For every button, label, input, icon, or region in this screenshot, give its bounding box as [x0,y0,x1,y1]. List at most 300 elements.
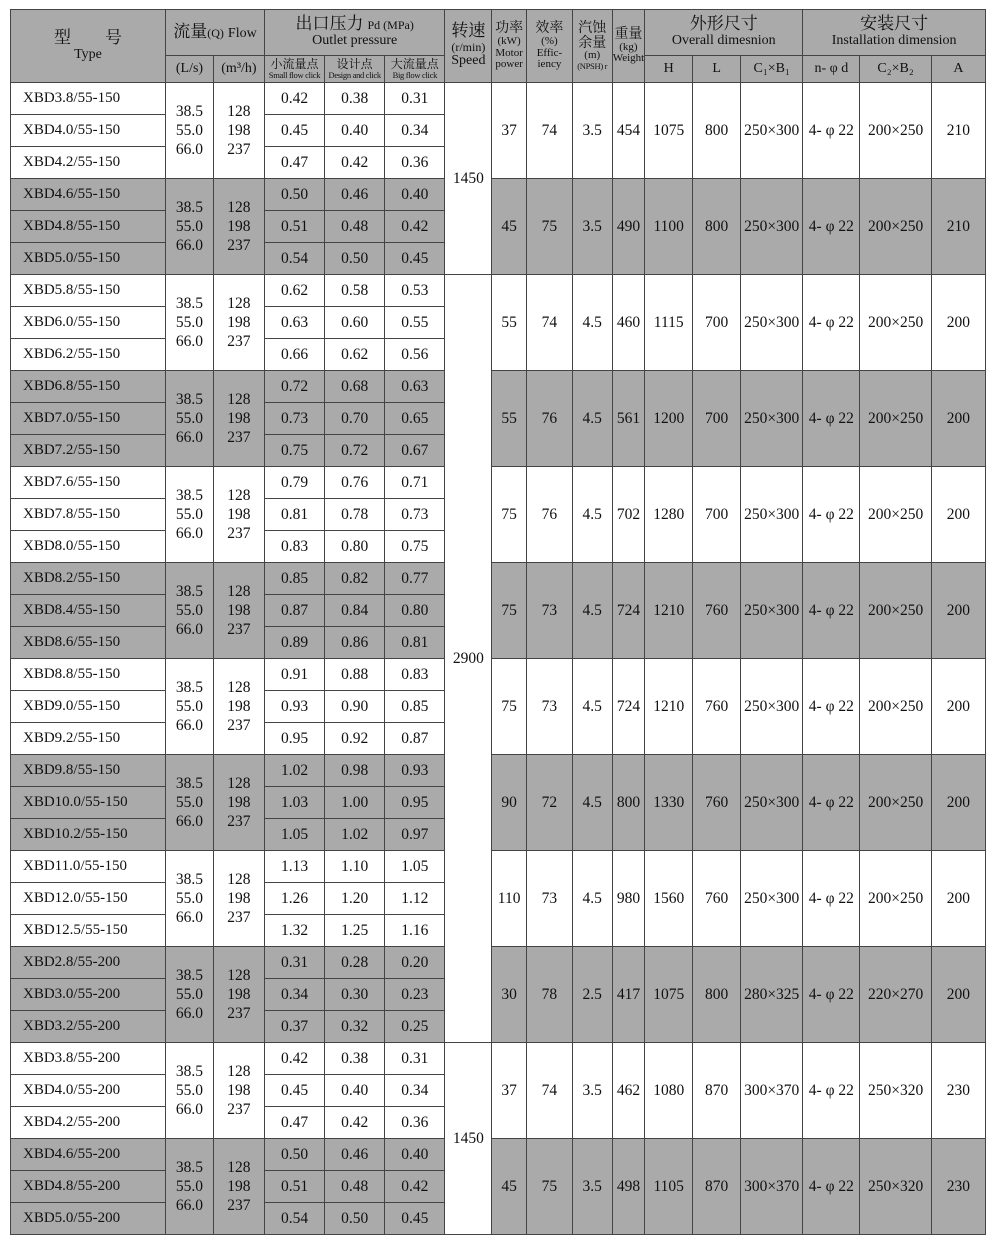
design-point-pressure: 0.46 [325,1139,385,1171]
flow-m3h-value: 198 [227,218,251,235]
small-flow-pressure: 0.66 [264,339,324,371]
weight-cell: 454 [612,83,645,179]
dim-nphid-cell: 4- φ 22 [803,179,860,275]
dim-a-cell: 200 [931,467,985,563]
weight-cell: 498 [612,1139,645,1235]
flow-ls-cell [166,755,214,851]
dim-h-cell: 1210 [645,563,693,659]
dim-h-cell: 1330 [645,755,693,851]
model-cell: XBD8.2/55-150 [11,563,166,595]
big-flow-pressure: 0.93 [385,755,445,787]
flow-ls-value: 66.0 [175,141,204,158]
design-point-pressure: 0.88 [325,659,385,691]
dim-nphid-cell: 4- φ 22 [803,83,860,179]
big-flow-pressure: 1.12 [385,883,445,915]
dim-nphid-cell: 4- φ 22 [803,851,860,947]
power-header-en2: power [495,58,523,71]
motor-power-cell: 37 [492,1043,527,1139]
flow-m3h-value: 237 [227,621,251,638]
install-dimension-en: Installation dimension [831,33,957,49]
npsh-header-zh1: 汽蚀 [578,20,607,37]
model-cell: XBD4.2/55-150 [11,147,166,179]
speed-cell: 1450 [445,83,492,275]
flow-ls-value: 55.0 [175,698,204,715]
flow-header [166,10,265,56]
dim-c2b2-cell: 200×250 [860,851,931,947]
model-cell: XBD4.8/55-150 [11,211,166,243]
dim-nphid-cell: 4- φ 22 [803,563,860,659]
flow-ls-value: 38.5 [175,103,204,120]
table-row [11,179,986,211]
small-flow-pressure: 1.02 [264,755,324,787]
table-row [11,1043,986,1075]
model-cell: XBD6.0/55-150 [11,307,166,339]
table-row [11,659,986,691]
flow-ls-value: 55.0 [175,314,204,331]
design-point-pressure: 0.68 [325,371,385,403]
small-flow-pressure: 0.54 [264,243,324,275]
weight-cell: 490 [612,179,645,275]
dim-a-cell: 230 [931,1043,985,1139]
big-flow-pressure: 0.81 [385,627,445,659]
small-flow-pressure: 0.54 [264,1203,324,1235]
speed-header-zh: 转速 [451,21,486,42]
npsh-cell: 3.5 [572,83,612,179]
flow-ls-value: 55.0 [175,794,204,811]
table-body [11,83,986,1235]
big-flow-header [385,56,445,83]
flow-m3h-value: 198 [227,506,251,523]
efficiency-header-en2: iency [537,58,562,71]
weight-header-unit: (kg) [619,40,638,53]
model-cell: XBD9.2/55-150 [11,723,166,755]
npsh-header-zh2: 余量 [578,34,607,51]
flow-m3h-value: 128 [227,583,251,600]
efficiency-cell: 74 [526,83,572,179]
design-point-pressure: 0.30 [325,979,385,1011]
small-flow-zh: 小流量点 [270,57,319,72]
motor-power-cell: 55 [492,371,527,467]
small-flow-pressure: 0.37 [264,1011,324,1043]
big-flow-pressure: 0.71 [385,467,445,499]
flow-m3h-value: 237 [227,237,251,254]
dim-a-cell: 200 [931,947,985,1043]
flow-ls-value: 66.0 [175,525,204,542]
col-nphid-header: n- φ d [803,56,860,83]
col-c1b1-header: C₁×B₁ [741,56,803,83]
big-flow-pressure: 1.16 [385,915,445,947]
dim-h-cell: 1115 [645,275,693,371]
small-flow-pressure: 0.45 [264,115,324,147]
efficiency-header-zh: 效率 [535,20,564,37]
flow-m3h-value: 198 [227,122,251,139]
dim-a-cell: 200 [931,275,985,371]
weight-cell: 460 [612,275,645,371]
big-flow-pressure: 0.80 [385,595,445,627]
flow-m3h-cell [213,659,264,755]
dim-l-cell: 870 [693,1139,741,1235]
flow-m3h-value: 128 [227,679,251,696]
model-cell: XBD4.6/55-150 [11,179,166,211]
dim-nphid-cell: 4- φ 22 [803,371,860,467]
model-cell: XBD3.0/55-200 [11,979,166,1011]
design-point-pressure: 0.92 [325,723,385,755]
speed-header-en: Speed [451,52,486,68]
flow-m3h-value: 237 [227,429,251,446]
flow-ls-value: 38.5 [175,199,204,216]
design-point-pressure: 0.60 [325,307,385,339]
flow-header-en: Flow [227,25,257,41]
flow-m3h-value: 128 [227,775,251,792]
big-flow-pressure: 0.67 [385,435,445,467]
small-flow-pressure: 0.47 [264,1107,324,1139]
power-header-zh: 功率 [495,20,524,37]
dim-l-cell: 700 [693,371,741,467]
big-flow-pressure: 0.55 [385,307,445,339]
table-row [11,371,986,403]
pressure-header-en: Outlet pressure [312,33,398,49]
design-point-pressure: 1.10 [325,851,385,883]
table-row [11,467,986,499]
design-point-header [325,56,385,83]
dim-h-cell: 1280 [645,467,693,563]
big-flow-pressure: 0.95 [385,787,445,819]
model-cell: XBD2.8/55-200 [11,947,166,979]
dim-l-cell: 870 [693,1043,741,1139]
flow-header-q: (Q) [207,25,224,40]
model-cell: XBD4.0/55-200 [11,1075,166,1107]
motor-power-cell: 75 [492,659,527,755]
design-point-pressure: 0.42 [325,1107,385,1139]
flow-ls-value: 55.0 [175,986,204,1003]
weight-cell: 561 [612,371,645,467]
flow-m3h-value: 237 [227,333,251,350]
design-point-pressure: 0.98 [325,755,385,787]
npsh-cell: 2.5 [572,947,612,1043]
overall-dimension-zh: 外形尺寸 [689,14,758,35]
flow-unit-ls: (L/s) [166,56,214,83]
design-point-pressure: 0.46 [325,179,385,211]
flow-m3h-value: 198 [227,986,251,1003]
efficiency-cell: 75 [526,179,572,275]
dim-nphid-cell: 4- φ 22 [803,659,860,755]
small-flow-pressure: 1.32 [264,915,324,947]
model-cell: XBD3.8/55-200 [11,1043,166,1075]
design-point-pressure: 1.25 [325,915,385,947]
dim-c1b1-cell: 250×300 [741,755,803,851]
big-flow-pressure: 0.65 [385,403,445,435]
small-flow-pressure: 0.42 [264,83,324,115]
dim-l-cell: 800 [693,179,741,275]
flow-ls-value: 38.5 [175,1159,204,1176]
flow-ls-value: 66.0 [175,1101,204,1118]
speed-header-unit: (r/min) [451,40,486,55]
design-point-pressure: 0.40 [325,1075,385,1107]
flow-ls-cell [166,275,214,371]
small-flow-pressure: 0.89 [264,627,324,659]
big-flow-pressure: 0.40 [385,179,445,211]
npsh-cell: 4.5 [572,851,612,947]
flow-ls-value: 55.0 [175,890,204,907]
motor-power-cell: 45 [492,179,527,275]
small-flow-pressure: 0.50 [264,179,324,211]
design-point-pressure: 0.72 [325,435,385,467]
flow-ls-cell [166,563,214,659]
flow-ls-value: 38.5 [175,583,204,600]
flow-ls-value: 55.0 [175,122,204,139]
design-point-pressure: 1.20 [325,883,385,915]
dim-c1b1-cell: 250×300 [741,467,803,563]
npsh-cell: 3.5 [572,1139,612,1235]
dim-a-cell: 200 [931,371,985,467]
design-point-pressure: 0.50 [325,243,385,275]
flow-ls-value: 66.0 [175,621,204,638]
flow-m3h-value: 198 [227,410,251,427]
efficiency-header-en1: Effic- [536,46,563,59]
dim-h-cell: 1075 [645,947,693,1043]
dim-l-cell: 700 [693,467,741,563]
flow-ls-value: 38.5 [175,391,204,408]
npsh-cell: 4.5 [572,563,612,659]
big-flow-pressure: 0.85 [385,691,445,723]
efficiency-cell: 76 [526,467,572,563]
flow-ls-cell [166,83,214,179]
efficiency-cell: 75 [526,1139,572,1235]
dim-c2b2-cell: 200×250 [860,467,931,563]
big-flow-pressure: 0.34 [385,1075,445,1107]
small-flow-pressure: 0.79 [264,467,324,499]
model-cell: XBD5.8/55-150 [11,275,166,307]
flow-m3h-cell [213,755,264,851]
dim-a-cell: 210 [931,83,985,179]
efficiency-cell: 72 [526,755,572,851]
npsh-cell: 4.5 [572,659,612,755]
dim-a-cell: 230 [931,1139,985,1235]
big-flow-pressure: 0.20 [385,947,445,979]
model-cell: XBD8.8/55-150 [11,659,166,691]
motor-power-cell: 37 [492,83,527,179]
design-point-pressure: 0.80 [325,531,385,563]
flow-ls-value: 55.0 [175,410,204,427]
flow-ls-value: 38.5 [175,871,204,888]
flow-header-zh: 流量 [173,21,208,42]
dim-c2b2-cell: 200×250 [860,275,931,371]
flow-ls-value: 55.0 [175,1178,204,1195]
motor-power-cell: 75 [492,563,527,659]
flow-m3h-cell [213,1139,264,1235]
dim-nphid-cell: 4- φ 22 [803,1139,860,1235]
dim-c1b1-cell: 250×300 [741,83,803,179]
big-flow-pressure: 0.23 [385,979,445,1011]
small-flow-en: Small flow click [268,69,321,80]
efficiency-header-unit: (%) [541,35,558,48]
design-point-pressure: 1.00 [325,787,385,819]
model-cell: XBD12.0/55-150 [11,883,166,915]
design-point-pressure: 0.40 [325,115,385,147]
big-flow-pressure: 0.75 [385,531,445,563]
flow-ls-value: 66.0 [175,1197,204,1214]
flow-ls-value: 55.0 [175,1082,204,1099]
small-flow-pressure: 0.45 [264,1075,324,1107]
flow-ls-value: 66.0 [175,717,204,734]
model-cell: XBD6.8/55-150 [11,371,166,403]
big-flow-pressure: 0.83 [385,659,445,691]
efficiency-cell: 78 [526,947,572,1043]
model-cell: XBD7.6/55-150 [11,467,166,499]
type-header-en: Type [74,46,102,62]
table-row [11,275,986,307]
big-flow-pressure: 0.34 [385,115,445,147]
efficiency-cell: 73 [526,563,572,659]
install-dimension-zh: 安装尺寸 [860,14,929,35]
small-flow-pressure: 0.50 [264,1139,324,1171]
flow-m3h-cell [213,275,264,371]
big-flow-en: Big flow click [392,69,438,80]
model-cell: XBD6.2/55-150 [11,339,166,371]
npsh-cell: 4.5 [572,371,612,467]
model-cell: XBD10.0/55-150 [11,787,166,819]
dim-c2b2-cell: 250×320 [860,1043,931,1139]
dim-l-cell: 700 [693,275,741,371]
model-cell: XBD7.0/55-150 [11,403,166,435]
design-point-pressure: 0.58 [325,275,385,307]
efficiency-cell: 73 [526,851,572,947]
model-cell: XBD3.2/55-200 [11,1011,166,1043]
dim-c1b1-cell: 250×300 [741,275,803,371]
dim-a-cell: 200 [931,755,985,851]
model-cell: XBD4.8/55-200 [11,1171,166,1203]
npsh-cell: 4.5 [572,467,612,563]
motor-power-cell: 110 [492,851,527,947]
flow-m3h-cell [213,1043,264,1139]
dim-h-cell: 1100 [645,179,693,275]
flow-ls-cell [166,659,214,755]
big-flow-pressure: 0.25 [385,1011,445,1043]
model-cell: XBD12.5/55-150 [11,915,166,947]
small-flow-pressure: 0.81 [264,499,324,531]
design-point-zh: 设计点 [336,57,373,72]
model-cell: XBD8.4/55-150 [11,595,166,627]
dim-l-cell: 760 [693,851,741,947]
model-cell: XBD5.0/55-150 [11,243,166,275]
dim-h-cell: 1560 [645,851,693,947]
flow-m3h-value: 237 [227,525,251,542]
design-point-pressure: 0.48 [325,1171,385,1203]
col-c2b2-header: C₂×B₂ [860,56,931,83]
small-flow-pressure: 0.95 [264,723,324,755]
flow-ls-cell [166,467,214,563]
flow-ls-value: 66.0 [175,429,204,446]
weight-cell: 980 [612,851,645,947]
flow-ls-value: 55.0 [175,602,204,619]
small-flow-pressure: 1.03 [264,787,324,819]
model-cell: XBD8.0/55-150 [11,531,166,563]
speed-cell: 1450 [445,1043,492,1235]
small-flow-pressure: 0.85 [264,563,324,595]
flow-ls-value: 66.0 [175,237,204,254]
design-point-pressure: 0.86 [325,627,385,659]
table-row [11,563,986,595]
big-flow-pressure: 0.87 [385,723,445,755]
flow-m3h-value: 128 [227,1159,251,1176]
flow-ls-value: 66.0 [175,813,204,830]
type-header [11,10,166,83]
flow-ls-value: 38.5 [175,1063,204,1080]
big-flow-pressure: 0.40 [385,1139,445,1171]
small-flow-pressure: 0.51 [264,1171,324,1203]
model-cell: XBD7.8/55-150 [11,499,166,531]
pump-spec-table [10,9,986,1235]
design-point-pressure: 0.62 [325,339,385,371]
design-point-pressure: 0.32 [325,1011,385,1043]
dim-h-cell: 1080 [645,1043,693,1139]
npsh-cell: 3.5 [572,179,612,275]
npsh-header-en: (NPSH) r [577,61,608,71]
weight-cell: 800 [612,755,645,851]
flow-m3h-value: 128 [227,199,251,216]
col-h-header: H [645,56,693,83]
small-flow-pressure: 0.91 [264,659,324,691]
flow-m3h-cell [213,371,264,467]
design-point-pressure: 0.42 [325,147,385,179]
table-row [11,755,986,787]
efficiency-cell: 74 [526,275,572,371]
small-flow-pressure: 0.75 [264,435,324,467]
dim-h-cell: 1075 [645,83,693,179]
flow-m3h-value: 237 [227,813,251,830]
dim-l-cell: 760 [693,659,741,755]
dim-c2b2-cell: 200×250 [860,83,931,179]
flow-m3h-value: 198 [227,698,251,715]
design-point-pressure: 0.90 [325,691,385,723]
weight-cell: 724 [612,563,645,659]
motor-power-cell: 90 [492,755,527,851]
small-flow-pressure: 1.26 [264,883,324,915]
flow-ls-value: 38.5 [175,679,204,696]
flow-m3h-value: 237 [227,717,251,734]
dim-c2b2-cell: 200×250 [860,659,931,755]
efficiency-cell: 76 [526,371,572,467]
design-point-pressure: 1.02 [325,819,385,851]
flow-ls-cell [166,1139,214,1235]
dim-nphid-cell: 4- φ 22 [803,947,860,1043]
table-row [11,947,986,979]
npsh-header-unit: (m) [584,49,601,62]
model-cell: XBD9.0/55-150 [11,691,166,723]
dim-c1b1-cell: 250×300 [741,179,803,275]
model-cell: XBD9.8/55-150 [11,755,166,787]
model-cell: XBD4.0/55-150 [11,115,166,147]
flow-ls-value: 38.5 [175,775,204,792]
speed-cell: 2900 [445,275,492,1043]
big-flow-pressure: 0.42 [385,1171,445,1203]
model-cell: XBD4.6/55-200 [11,1139,166,1171]
small-flow-header [264,56,324,83]
big-flow-pressure: 0.77 [385,563,445,595]
dim-c2b2-cell: 220×270 [860,947,931,1043]
flow-m3h-value: 128 [227,871,251,888]
dim-h-cell: 1210 [645,659,693,755]
flow-m3h-value: 128 [227,487,251,504]
design-point-pressure: 0.84 [325,595,385,627]
big-flow-pressure: 0.31 [385,1043,445,1075]
big-flow-pressure: 0.73 [385,499,445,531]
npsh-cell: 4.5 [572,275,612,371]
flow-m3h-value: 128 [227,295,251,312]
pressure-header [264,10,444,56]
flow-ls-cell [166,851,214,947]
efficiency-cell: 74 [526,1043,572,1139]
